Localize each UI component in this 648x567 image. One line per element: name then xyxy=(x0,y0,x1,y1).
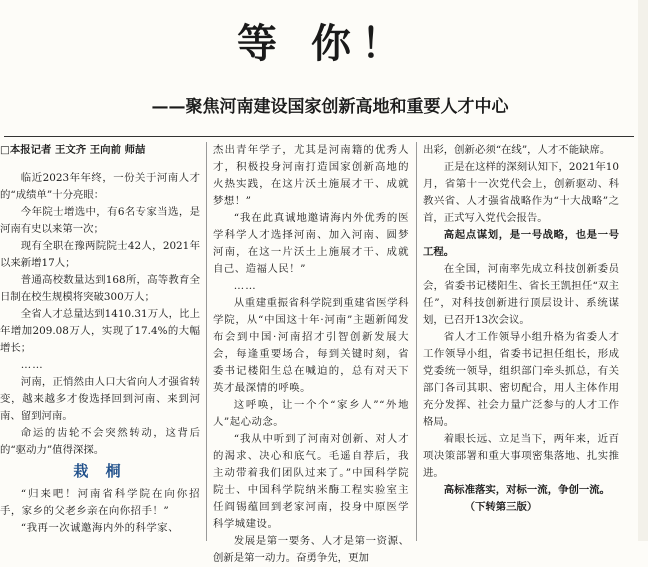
paragraph: 命运的齿轮不会突然转动，这背后的“驱动力”值得深探。 xyxy=(0,427,200,456)
quote-paragraph: “我在此真诚地邀请海内外优秀的医学科学人才选择河南、加入河南、圆梦河南，在这一片沃土上施展才干、成就自己、造福人民！” xyxy=(213,212,409,275)
column-2 xyxy=(213,142,409,564)
bold-subheading: 高标准落实，对标一流，争创一流。 xyxy=(443,484,611,496)
ellipsis: …… xyxy=(20,359,44,371)
paragraph: 临近2023年年终，一份关于河南人才的“成绩单”十分亮眼： xyxy=(0,172,200,201)
column-rule xyxy=(416,142,417,541)
byline: □本报记者 王文齐 王向前 师喆 xyxy=(0,144,146,156)
column-3 xyxy=(423,142,619,541)
paragraph: 全省人才总量达到1410.31万人，比上年增加209.08万人，实现了17.4%的大幅增长； xyxy=(0,308,200,354)
paragraph: 出彩，创新必须“在线”，人才不能缺席。 xyxy=(423,144,611,156)
page-edge xyxy=(638,0,648,541)
column-rule xyxy=(206,142,207,541)
paragraph: 正是在这样的深刻认知下，2021年10月，省第十一次党代会上，创新驱动、科教兴省、人才强省战略作为“十大战略”之首，正式写入党代会报告。 xyxy=(423,161,619,224)
subhead: ——聚焦河南建设国家创新高地和重要人才中心 xyxy=(151,97,509,117)
paragraph: 省人才工作领导小组升格为省委人才工作领导小组，省委书记担任组长，形成党委统一领导，组织部门牵头抓总，有关部门各司其职、密切配合，用人主体作用充分发挥、社会力量广泛参与的人才工作格局。 xyxy=(423,331,619,428)
paragraph: 普通高校数量达到168所，高等教育全日制在校生规模将突破300万人； xyxy=(0,274,200,303)
paragraph: 现有全职在豫两院院士42人，2021年以来新增17人； xyxy=(0,240,200,269)
section-heading: 栽 桐 xyxy=(73,462,127,480)
ellipsis: …… xyxy=(233,280,257,292)
quote-paragraph: 杰出青年学子，尤其是河南籍的优秀人才，积极投身河南打造国家创新高地的火热实践，在这片沃土施展才干、成就梦想！” xyxy=(213,144,409,207)
bold-subheading: 高起点谋划，是一号战略，也是一号工程。 xyxy=(423,229,619,258)
paragraph: 河南，正悄然由人口大省向人才强省转变，越来越多才俊选择回到河南、来到河南、留到河南。 xyxy=(0,376,200,422)
continued-note: （下转第三版） xyxy=(464,501,538,513)
quote-paragraph: “我从中听到了河南对创新、对人才的渴求、决心和底气。毛遥自荐后，我主动带着我们团队过来了。”中国科学院院士、中国科学院纳米酶工程实验室主任阎锡蕴回到老家河南，投身中原医学科学城建设。 xyxy=(213,433,409,530)
divider xyxy=(4,136,634,137)
quote-paragraph: “归来吧！河南省科学院在向你招手，家乡的父老乡亲在向你招手！” xyxy=(0,488,200,517)
quote-paragraph: “我再一次诚邀海内外的科学家、 xyxy=(20,522,180,534)
headline: 等 你！ xyxy=(237,21,411,67)
column-1 xyxy=(0,142,200,541)
paragraph: 从重建重振省科学院到重建省医学科学院，从“中国这十年·河南”主题新闻发布会到中国·河南招才引智创新发展大会，每逢重要场合，每到关键时刻，省委书记楼阳生总在喊迫的，总有对天下英才最深情的呼唤。 xyxy=(213,297,409,394)
paragraph: 这呼唤，让一个个“家乡人”“外地人”起心动念。 xyxy=(213,399,409,428)
paragraph: 着眼长远、立足当下，两年来，近百项决策部署和重大事项密集落地、扎实推进。 xyxy=(423,433,619,479)
paragraph: 今年院士增选中，有6名专家当选，是河南有史以来第一次； xyxy=(0,206,200,235)
paragraph: 在全国，河南率先成立科技创新委员会，省委书记楼阳生、省长王凯担任“双主任”，对科技创新进行顶层设计、系统谋划，已召开13次会议。 xyxy=(423,263,619,326)
paragraph: 发展是第一要务、人才是第一资源、创新是第一动力。奋勇争先，更加 xyxy=(213,535,409,564)
